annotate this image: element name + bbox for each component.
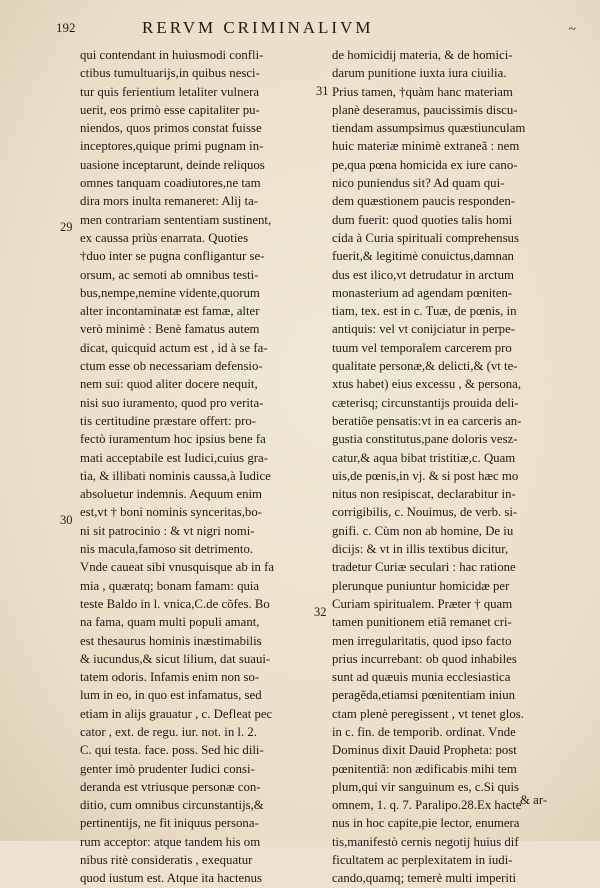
text-line: gustia constitutus,pane doloris vesz- xyxy=(332,432,518,447)
text-line: deranda est vtriusque personæ con- xyxy=(80,779,261,794)
text-line: fuerit,& legitimè conuictus,damnan xyxy=(332,249,514,264)
text-line: bus,nempe,nemine vidente,quorum xyxy=(80,285,260,300)
text-line: dira mors inulta remaneret: Alij ta- xyxy=(80,194,259,209)
text-line: beratiõe pensatis:vt in ea carceris an- xyxy=(332,413,522,428)
left-text-column xyxy=(80,46,320,888)
text-line: †duo inter se pugna confligantur se- xyxy=(80,249,265,264)
text-line: Prius tamen, †quàm hanc materiam xyxy=(332,84,513,99)
text-line: tia, & illibati nominis caussa,à Iudice xyxy=(80,468,271,483)
text-line: fectò iuramentum hoc ipsius bene fa xyxy=(80,432,266,447)
text-line: huic materiæ minimè extraneã : nem xyxy=(332,139,520,154)
text-line: alter incontaminatæ est famæ, alter xyxy=(80,304,260,319)
text-line: pe,qua pœna homicida ex iure cano- xyxy=(332,157,518,172)
text-line: ctum esse ob necessariam defensio- xyxy=(80,359,263,374)
text-line: tatem odoris. Infamis enim non so- xyxy=(80,670,260,685)
text-line: dicijs: & vt in illis textibus dicitur, xyxy=(332,542,509,557)
right-text-column xyxy=(332,46,572,888)
text-line: Dominus dixit Dauid Propheta: post xyxy=(332,743,517,758)
text-line: tuum vel temporalem carcerem pro xyxy=(332,340,512,355)
text-line: tradetur Curiæ seculari : hac ratione xyxy=(332,560,516,575)
text-line: dus est ilico,vt detrudatur in arctum xyxy=(332,267,514,282)
text-line: dicat, quicquid actum est , id à se fa- xyxy=(80,340,268,355)
text-line: uasione inceptarunt, deinde reliquos xyxy=(80,157,265,172)
text-line: inceptores,quique primi pugnam in- xyxy=(80,139,264,154)
margin-number-30: 30 xyxy=(60,513,73,527)
text-line: nitus non resipiscat, declarabitur in- xyxy=(332,487,516,502)
catchword: & ar- xyxy=(520,793,548,807)
text-line: pœnitentiã: non ædificabis mihi tem xyxy=(332,761,517,776)
text-line: cæterisq; circunstantijs prouida deli- xyxy=(332,395,519,410)
margin-number-31: 31 xyxy=(316,84,329,98)
text-line: verò minimè : Benè famatus autem xyxy=(80,322,260,337)
margin-number-29: 29 xyxy=(60,220,73,234)
text-line: de homicidij materia, & de homici- xyxy=(332,48,513,62)
text-line: uerit, eos primò esse capitaliter pu- xyxy=(80,102,260,117)
text-line: qui contendant in huiusmodi confli- xyxy=(80,48,264,62)
text-line: men irregularitatis, quod ipso facto xyxy=(332,633,512,648)
text-line: ex caussa priùs enarrata. Quoties xyxy=(80,230,249,245)
text-line: ditio, cum omnibus circunstantijs,& xyxy=(80,798,264,813)
text-line: sunt ad quæuis munia ecclesiastica xyxy=(332,670,511,685)
text-line: mati acceptabile est Iudici,cuius gra- xyxy=(80,450,268,465)
text-line: in c. fin. de temporib. ordinat. Vnde xyxy=(332,724,516,739)
text-line: peragẽda,etiamsi pœnitentiam iniun xyxy=(332,688,516,703)
page-header xyxy=(56,18,576,40)
text-line: cida à Curia spirituali comprehensus xyxy=(332,230,519,245)
text-line: nus in hoc capite,pie lector, enumera xyxy=(332,816,520,831)
text-line: tis certitudine præstare offert: pro- xyxy=(80,413,257,428)
text-line: Vnde caueat sibi vnusquisque ab in fa xyxy=(80,560,275,575)
text-line: tur quis ferientium letaliter vulnera xyxy=(80,84,260,99)
text-line: men contrariam sententiam sustinent, xyxy=(80,212,272,227)
text-line: uis,de pœnis,in vj. & si post hæc mo xyxy=(332,468,519,483)
text-line: mia , quæratq; bonam famam: quia xyxy=(80,578,260,593)
text-line: tiendam assumpsimus quæstiunculam xyxy=(332,121,526,136)
text-line: cando,quamq; temerè multi imperiti xyxy=(332,871,517,886)
text-line: ni sit patrocinio : & vt nigri nomi- xyxy=(80,523,255,538)
folio-number: 192 xyxy=(56,20,76,35)
text-line: dum fuerit: quod quoties talis homi xyxy=(332,212,513,227)
text-line: teste Baldo in l. vnica,C.de cõfes. Bo xyxy=(80,596,270,611)
text-line: dem quæstionem paucis responden- xyxy=(332,194,516,209)
text-line: plerunque puniuntur homicidæ per xyxy=(332,578,510,593)
text-line: corrigibilis, c. Nouimus, de verb. si- xyxy=(332,505,518,520)
text-line: plum,qui vir sanguinum es, c.Si quis xyxy=(332,779,519,794)
text-line: Curiam spiritualem. Præter † quam xyxy=(332,596,513,611)
text-line: ficultatem ac perplexitatem in iudi- xyxy=(332,853,513,868)
text-line: C. qui testa. face. poss. Sed hic dili- xyxy=(80,743,264,758)
text-line: darum punitione iuxta iura ciuilia. xyxy=(332,66,507,81)
text-line: & iucundus,& sicut lilium, dat suaui- xyxy=(80,651,271,666)
text-line: na fama, quam multi populi amant, xyxy=(80,615,260,630)
corner-mark: ~ xyxy=(568,22,576,37)
text-line: nisi suo iuramento, quod pro verita- xyxy=(80,395,264,410)
text-line: monasterium ad agendam pœniten- xyxy=(332,285,513,300)
text-line: niendos, quos primos constat fuisse xyxy=(80,121,262,136)
text-line: ctibus tumultuarijs,in quibus nesci- xyxy=(80,66,260,81)
text-line: nem sui: quod aliter docere nequit, xyxy=(80,377,258,392)
text-line: omnem, 1. q. 7. Paralipo.28.Ex hacte xyxy=(332,798,522,813)
text-line: nibus ritè consideratis , exequatur xyxy=(80,853,253,868)
text-line: ctam plenè peregissent , vt tenet glos. xyxy=(332,706,524,721)
text-line: cator , ext. de regu. iur. not. in l. 2. xyxy=(80,724,257,739)
text-line: catur,& aqua bibat tristitiæ,c. Quam xyxy=(332,450,516,465)
text-line: planè deseramus, paucissimis discu- xyxy=(332,102,518,117)
margin-number-32: 32 xyxy=(314,605,327,619)
text-line: gnifi. c. Cùm non ab homine, De iu xyxy=(332,523,514,538)
text-line: nico puniendus sit? Ad quam qui- xyxy=(332,176,505,191)
text-line: orsum, ac semoti ab omnibus testi- xyxy=(80,267,259,282)
text-line: omnes tanquam coadiutores,ne tam xyxy=(80,176,261,191)
text-line: quod iustum est. Atque ita hactenus xyxy=(80,871,262,886)
text-line: tiam, tex. est in c. Tuæ, de pœnis, in xyxy=(332,304,517,319)
text-line: est thesaurus hominis inæstimabilis xyxy=(80,633,262,648)
text-line: nis macula,famoso sit detrimento. xyxy=(80,542,254,557)
text-line: absoluetur indemnis. Aequum enim xyxy=(80,487,262,502)
text-line: lum in eo, in quo est infamatus, sed xyxy=(80,688,262,703)
text-line: est,vt † boni nominis synceritas,bo- xyxy=(80,505,262,520)
text-line: antiquis: vel vt conijciatur in perpe- xyxy=(332,322,516,337)
text-line: etiam in alijs grauatur , c. Defleat pec xyxy=(80,706,273,721)
text-line: xtus habet) eius excessu , & persona, xyxy=(332,377,522,392)
running-title: RERVM CRIMINALIVM xyxy=(142,18,374,37)
text-line: genter imò prudenter Iudici consi- xyxy=(80,761,255,776)
text-line: pertinentijs, ne fit iniquus persona- xyxy=(80,816,259,831)
text-line: qualitate personæ,& delicti,& (vt te- xyxy=(332,359,518,374)
text-line: tamen punitionem etiã remanet cri- xyxy=(332,615,512,630)
text-line: tis,manifestò cernis negotij huius dif xyxy=(332,834,519,849)
text-line: prius incurrebant: ob quod inhabiles xyxy=(332,651,517,666)
text-line: rum acceptor: atque tandem his om xyxy=(80,834,261,849)
